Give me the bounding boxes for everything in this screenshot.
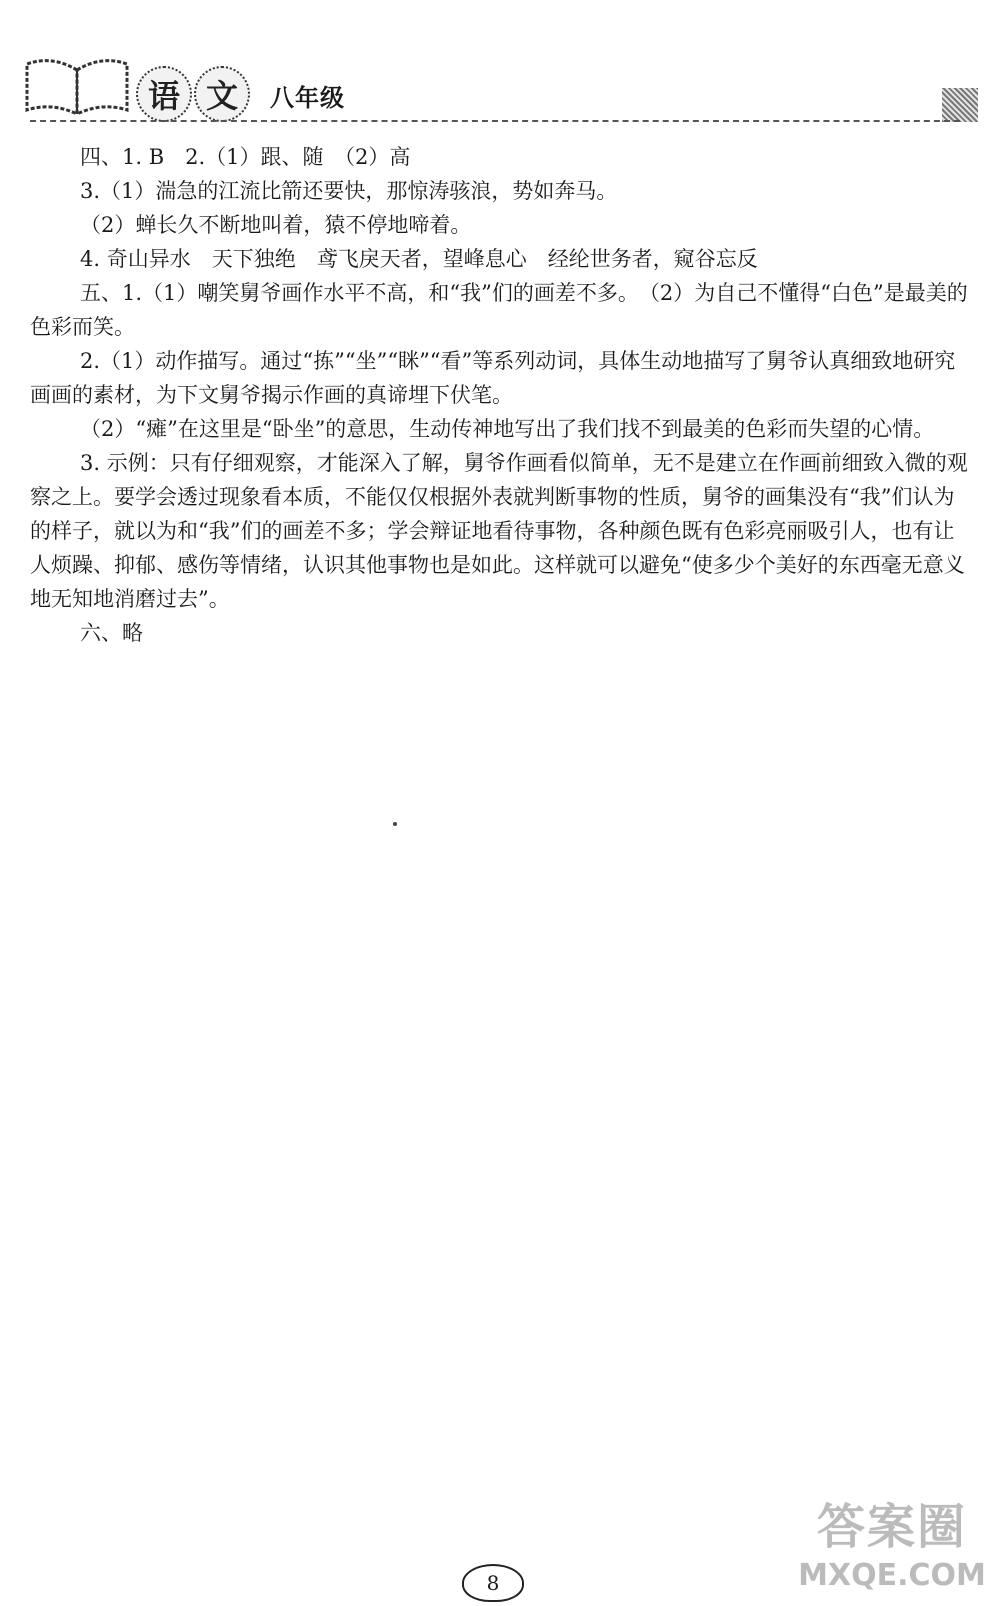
answer-line: 4. 奇山异水 天下独绝 鸢飞戾天者，望峰息心 经纶世务者，窥谷忘反 — [80, 247, 758, 271]
answer-line: 六、略 — [80, 621, 143, 645]
answer-line: （2）“瘫”在这里是“卧坐”的意思，生动传神地写出了我们找不到最美的色彩而失望的心情。 — [80, 417, 935, 441]
page-header — [0, 0, 1000, 140]
answer-line: 四、1. B 2.（1）跟、随 （2）高 — [80, 145, 411, 169]
grade-label: 八年级 — [270, 84, 345, 112]
watermark — [792, 1498, 992, 1602]
open-book-icon — [22, 50, 132, 120]
answer-content — [30, 140, 975, 650]
watermark-logo: 答案圈 — [816, 1499, 967, 1555]
answer-line: 五、1.（1）嘲笑舅爷画作水平不高，和“我”们的画差不多。 （2）为自己不懂得“白色”是最美的色彩而笑。 — [30, 281, 968, 339]
answer-line: 3. 示例：只有仔细观察，才能深入了解，舅爷作画看似简单，无不是建立在作画前细致入微的观察之上。要学会透过现象看本质，不能仅仅根据外表就判断事物的性质，舅爷的画集没有“我”们认为的样子，就以为和“我”们的画差不多；学会辩证地看待事物，各种颜色既有色彩亮丽吸引人，也有让人烦躁、抑郁、感伤等情绪，认识其他事物也是如此。这样就可以避免“使多少个美好的东西毫无意义地无知地消磨过去”。 — [30, 451, 968, 611]
answer-line: （2）蝉长久不断地叫着，猿不停地啼着。 — [80, 213, 472, 237]
page-number: 8 — [462, 1564, 524, 1602]
scan-speck — [393, 822, 397, 826]
watermark-url: MXQE.COM — [798, 1558, 986, 1593]
subject-char-1: 语 — [136, 66, 192, 122]
answer-line: 2.（1）动作描写。通过“拣”“坐”“眯”“看”等系列动词，具体生动地描写了舅爷认真细致地研究画画的素材，为下文舅爷揭示作画的真谛埋下伏笔。 — [30, 349, 956, 407]
subject-char-2: 文 — [194, 66, 250, 122]
corner-decoration — [942, 88, 978, 122]
header-divider — [30, 120, 960, 122]
answer-line: 3.（1）湍急的江流比箭还要快，那惊涛骇浪，势如奔马。 — [80, 179, 618, 203]
